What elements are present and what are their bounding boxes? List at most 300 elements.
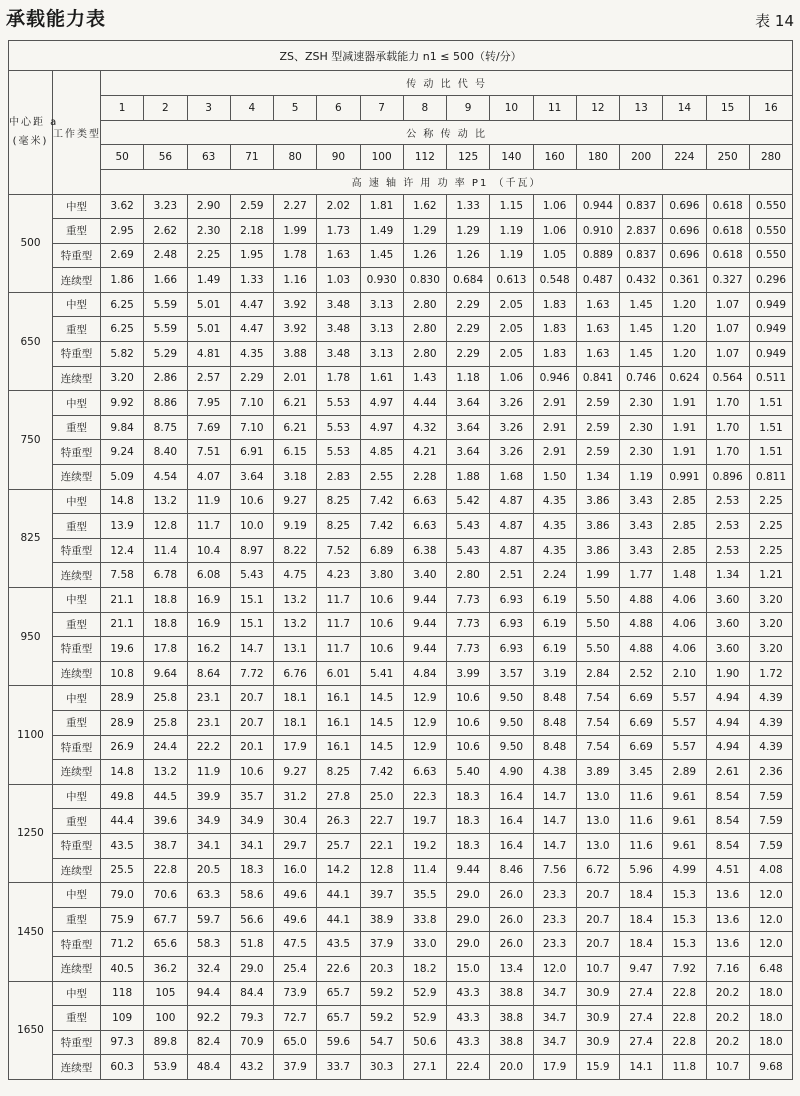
power-value-cell: 0.618 xyxy=(706,194,749,219)
work-type-cell: 中型 xyxy=(53,194,101,219)
power-value-cell: 1.51 xyxy=(749,391,792,416)
power-value-cell: 14.2 xyxy=(317,858,360,883)
power-value-cell: 6.19 xyxy=(533,588,576,613)
power-value-cell: 12.8 xyxy=(144,514,187,539)
power-value-cell: 59.2 xyxy=(360,981,403,1006)
table-row xyxy=(9,833,793,858)
power-value-cell: 2.90 xyxy=(187,194,230,219)
table-row xyxy=(9,342,793,367)
power-value-cell: 1.45 xyxy=(620,342,663,367)
power-value-cell: 38.9 xyxy=(360,907,403,932)
power-value-cell: 3.20 xyxy=(749,612,792,637)
work-type-cell: 连续型 xyxy=(53,563,101,588)
power-value-cell: 2.48 xyxy=(144,243,187,268)
table-row xyxy=(9,1055,793,1080)
power-value-cell: 5.53 xyxy=(317,415,360,440)
power-value-cell: 33.8 xyxy=(403,907,446,932)
power-value-cell: 26.0 xyxy=(490,932,533,957)
power-value-cell: 16.2 xyxy=(187,637,230,662)
nominal-ratio-cell: 80 xyxy=(274,145,317,170)
power-value-cell: 6.93 xyxy=(490,588,533,613)
power-value-cell: 44.4 xyxy=(101,809,144,834)
power-value-cell: 18.3 xyxy=(447,809,490,834)
power-value-cell: 3.64 xyxy=(447,440,490,465)
ratio-code-cell: 9 xyxy=(447,95,490,120)
power-value-cell: 29.0 xyxy=(447,883,490,908)
power-value-cell: 60.3 xyxy=(101,1055,144,1080)
power-value-cell: 0.949 xyxy=(749,292,792,317)
nominal-ratio-cell: 71 xyxy=(230,145,273,170)
power-value-cell: 16.9 xyxy=(187,612,230,637)
table-row xyxy=(9,661,793,686)
center-distance-label: 中心距 a xyxy=(9,117,59,129)
nominal-ratio-cell: 250 xyxy=(706,145,749,170)
power-value-cell: 6.69 xyxy=(620,735,663,760)
power-value-cell: 6.63 xyxy=(403,760,446,785)
power-value-cell: 2.02 xyxy=(317,194,360,219)
power-value-cell: 8.48 xyxy=(533,686,576,711)
power-value-cell: 6.38 xyxy=(403,538,446,563)
power-value-cell: 4.88 xyxy=(620,612,663,637)
power-value-cell: 20.5 xyxy=(187,858,230,883)
power-value-cell: 2.24 xyxy=(533,563,576,588)
power-value-cell: 34.9 xyxy=(230,809,273,834)
power-value-cell: 4.87 xyxy=(490,489,533,514)
power-value-cell: 9.44 xyxy=(447,858,490,883)
power-value-cell: 3.20 xyxy=(101,366,144,391)
power-value-cell: 14.5 xyxy=(360,710,403,735)
power-value-cell: 1.91 xyxy=(663,391,706,416)
power-value-cell: 1.73 xyxy=(317,219,360,244)
power-value-cell: 11.6 xyxy=(620,833,663,858)
power-value-cell: 3.57 xyxy=(490,661,533,686)
power-value-cell: 54.7 xyxy=(360,1030,403,1055)
power-value-cell: 23.3 xyxy=(533,883,576,908)
power-value-cell: 1.34 xyxy=(706,563,749,588)
power-value-cell: 4.06 xyxy=(663,637,706,662)
power-value-cell: 1.45 xyxy=(620,317,663,342)
power-value-cell: 0.889 xyxy=(576,243,619,268)
power-value-cell: 1.07 xyxy=(706,292,749,317)
power-value-cell: 18.8 xyxy=(144,612,187,637)
power-value-cell: 13.0 xyxy=(576,833,619,858)
work-type-cell: 中型 xyxy=(53,883,101,908)
power-value-cell: 15.1 xyxy=(230,588,273,613)
power-value-cell: 105 xyxy=(144,981,187,1006)
power-value-cell: 29.0 xyxy=(230,956,273,981)
power-value-cell: 0.949 xyxy=(749,317,792,342)
center-distance-unit: (毫米) xyxy=(12,136,49,148)
power-value-cell: 39.6 xyxy=(144,809,187,834)
power-value-cell: 0.991 xyxy=(663,465,706,490)
table-row xyxy=(9,784,793,809)
power-value-cell: 59.2 xyxy=(360,1006,403,1031)
power-value-cell: 15.1 xyxy=(230,612,273,637)
power-value-cell: 2.91 xyxy=(533,440,576,465)
nominal-ratio-cell: 224 xyxy=(663,145,706,170)
power-value-cell: 16.4 xyxy=(490,809,533,834)
nominal-ratio-cell: 112 xyxy=(403,145,446,170)
power-value-cell: 1.63 xyxy=(317,243,360,268)
power-value-cell: 2.85 xyxy=(663,538,706,563)
power-value-cell: 3.86 xyxy=(576,538,619,563)
power-value-cell: 1.78 xyxy=(274,243,317,268)
power-value-cell: 12.8 xyxy=(360,858,403,883)
power-value-cell: 58.6 xyxy=(230,883,273,908)
table-row xyxy=(9,760,793,785)
table-row xyxy=(9,366,793,391)
power-value-cell: 27.8 xyxy=(317,784,360,809)
power-value-cell: 10.6 xyxy=(230,489,273,514)
power-value-cell: 4.39 xyxy=(749,735,792,760)
power-value-cell: 3.13 xyxy=(360,292,403,317)
power-value-cell: 4.35 xyxy=(533,538,576,563)
work-type-cell: 中型 xyxy=(53,292,101,317)
power-value-cell: 34.1 xyxy=(187,833,230,858)
power-value-cell: 2.57 xyxy=(187,366,230,391)
power-value-cell: 1.15 xyxy=(490,194,533,219)
table-row xyxy=(9,932,793,957)
power-value-cell: 1.19 xyxy=(490,243,533,268)
power-value-cell: 118 xyxy=(101,981,144,1006)
power-value-cell: 26.9 xyxy=(101,735,144,760)
power-value-cell: 8.25 xyxy=(317,514,360,539)
power-value-cell: 4.97 xyxy=(360,391,403,416)
power-value-cell: 2.85 xyxy=(663,514,706,539)
power-value-cell: 2.53 xyxy=(706,538,749,563)
power-value-cell: 3.60 xyxy=(706,612,749,637)
power-value-cell: 23.3 xyxy=(533,907,576,932)
power-value-cell: 15.0 xyxy=(447,956,490,981)
power-value-cell: 26.0 xyxy=(490,907,533,932)
power-value-cell: 24.4 xyxy=(144,735,187,760)
power-value-cell: 34.1 xyxy=(230,833,273,858)
power-value-cell: 9.61 xyxy=(663,784,706,809)
power-value-cell: 29.0 xyxy=(447,932,490,957)
power-value-cell: 16.1 xyxy=(317,735,360,760)
power-value-cell: 43.3 xyxy=(447,1006,490,1031)
power-value-cell: 18.1 xyxy=(274,710,317,735)
power-value-cell: 6.78 xyxy=(144,563,187,588)
power-value-cell: 75.9 xyxy=(101,907,144,932)
power-value-cell: 11.7 xyxy=(317,612,360,637)
power-value-cell: 70.9 xyxy=(230,1030,273,1055)
power-value-cell: 65.6 xyxy=(144,932,187,957)
power-value-cell: 3.88 xyxy=(274,342,317,367)
work-type-cell: 重型 xyxy=(53,219,101,244)
ratio-code-header: 传 动 比 代 号 xyxy=(101,71,793,96)
power-value-cell: 18.4 xyxy=(620,932,663,957)
power-value-cell: 1.51 xyxy=(749,440,792,465)
power-value-cell: 1.26 xyxy=(447,243,490,268)
power-value-cell: 1.07 xyxy=(706,317,749,342)
power-value-cell: 71.2 xyxy=(101,932,144,957)
power-value-cell: 8.46 xyxy=(490,858,533,883)
table-row xyxy=(9,883,793,908)
power-value-cell: 17.8 xyxy=(144,637,187,662)
power-value-cell: 37.9 xyxy=(274,1055,317,1080)
power-value-cell: 7.52 xyxy=(317,538,360,563)
power-value-cell: 35.5 xyxy=(403,883,446,908)
power-value-cell: 0.296 xyxy=(749,268,792,293)
power-value-cell: 20.3 xyxy=(360,956,403,981)
power-value-cell: 20.7 xyxy=(230,686,273,711)
center-distance-cell: 750 xyxy=(9,391,53,489)
power-value-cell: 1.99 xyxy=(576,563,619,588)
ratio-code-cell: 2 xyxy=(144,95,187,120)
table-row xyxy=(9,637,793,662)
power-value-cell: 25.8 xyxy=(144,686,187,711)
power-value-cell: 7.51 xyxy=(187,440,230,465)
power-value-cell: 31.2 xyxy=(274,784,317,809)
power-value-cell: 15.3 xyxy=(663,907,706,932)
power-value-cell: 6.63 xyxy=(403,514,446,539)
power-value-cell: 2.51 xyxy=(490,563,533,588)
power-value-cell: 0.550 xyxy=(749,194,792,219)
power-value-cell: 4.06 xyxy=(663,588,706,613)
power-value-cell: 79.3 xyxy=(230,1006,273,1031)
power-value-cell: 5.01 xyxy=(187,292,230,317)
power-value-cell: 59.6 xyxy=(317,1030,360,1055)
power-value-cell: 13.6 xyxy=(706,907,749,932)
power-value-cell: 2.52 xyxy=(620,661,663,686)
power-value-cell: 2.80 xyxy=(403,292,446,317)
power-value-cell: 58.3 xyxy=(187,932,230,957)
power-value-cell: 94.4 xyxy=(187,981,230,1006)
power-value-cell: 3.26 xyxy=(490,415,533,440)
work-type-cell: 中型 xyxy=(53,588,101,613)
power-value-cell: 6.48 xyxy=(749,956,792,981)
ratio-code-cell: 4 xyxy=(230,95,273,120)
power-value-cell: 3.89 xyxy=(576,760,619,785)
power-value-cell: 0.618 xyxy=(706,243,749,268)
power-value-cell: 8.54 xyxy=(706,809,749,834)
power-value-cell: 79.0 xyxy=(101,883,144,908)
ratio-code-cell: 1 xyxy=(101,95,144,120)
power-value-cell: 1.88 xyxy=(447,465,490,490)
power-value-cell: 3.64 xyxy=(447,391,490,416)
power-value-cell: 12.9 xyxy=(403,735,446,760)
power-value-cell: 17.9 xyxy=(274,735,317,760)
power-value-cell: 38.8 xyxy=(490,981,533,1006)
power-value-cell: 1.70 xyxy=(706,440,749,465)
power-value-cell: 21.1 xyxy=(101,612,144,637)
power-value-cell: 1.51 xyxy=(749,415,792,440)
power-value-cell: 43.3 xyxy=(447,1030,490,1055)
power-value-cell: 8.25 xyxy=(317,489,360,514)
power-value-cell: 10.6 xyxy=(360,612,403,637)
power-value-cell: 25.0 xyxy=(360,784,403,809)
power-value-cell: 48.4 xyxy=(187,1055,230,1080)
power-value-cell: 18.3 xyxy=(230,858,273,883)
power-value-cell: 25.7 xyxy=(317,833,360,858)
work-type-cell: 连续型 xyxy=(53,661,101,686)
power-value-cell: 4.06 xyxy=(663,612,706,637)
power-value-cell: 8.86 xyxy=(144,391,187,416)
power-value-cell: 8.25 xyxy=(317,760,360,785)
power-value-cell: 10.6 xyxy=(360,637,403,662)
power-value-cell: 10.0 xyxy=(230,514,273,539)
work-type-cell: 特重型 xyxy=(53,637,101,662)
power-value-cell: 5.43 xyxy=(447,538,490,563)
power-value-cell: 1.33 xyxy=(447,194,490,219)
power-value-cell: 5.57 xyxy=(663,735,706,760)
work-type-cell: 连续型 xyxy=(53,760,101,785)
power-value-cell: 1.29 xyxy=(447,219,490,244)
power-value-cell: 4.99 xyxy=(663,858,706,883)
power-value-cell: 13.4 xyxy=(490,956,533,981)
power-value-cell: 70.6 xyxy=(144,883,187,908)
power-value-cell: 1.19 xyxy=(490,219,533,244)
power-value-cell: 1.63 xyxy=(576,292,619,317)
table-row xyxy=(9,710,793,735)
power-value-cell: 7.59 xyxy=(749,833,792,858)
power-value-cell: 109 xyxy=(101,1006,144,1031)
power-value-cell: 12.9 xyxy=(403,710,446,735)
power-value-cell: 28.9 xyxy=(101,686,144,711)
power-value-cell: 22.8 xyxy=(663,1006,706,1031)
power-value-cell: 25.4 xyxy=(274,956,317,981)
work-type-cell: 特重型 xyxy=(53,440,101,465)
power-value-cell: 49.6 xyxy=(274,907,317,932)
power-value-cell: 40.5 xyxy=(101,956,144,981)
work-type-cell: 特重型 xyxy=(53,932,101,957)
power-value-cell: 0.684 xyxy=(447,268,490,293)
power-value-cell: 4.47 xyxy=(230,317,273,342)
power-value-cell: 14.8 xyxy=(101,760,144,785)
power-value-cell: 26.3 xyxy=(317,809,360,834)
power-value-cell: 30.3 xyxy=(360,1055,403,1080)
table-caption: ZS、ZSH 型减速器承载能力 n1 ≤ 500（转/分） xyxy=(9,41,793,71)
center-distance-cell: 500 xyxy=(9,194,53,292)
power-value-cell: 43.3 xyxy=(447,981,490,1006)
power-value-cell: 1.03 xyxy=(317,268,360,293)
power-value-cell: 3.18 xyxy=(274,465,317,490)
power-value-cell: 4.08 xyxy=(749,858,792,883)
power-value-cell: 44.5 xyxy=(144,784,187,809)
power-value-cell: 5.43 xyxy=(230,563,273,588)
power-value-cell: 26.0 xyxy=(490,883,533,908)
power-value-cell: 6.21 xyxy=(274,415,317,440)
table-row xyxy=(9,686,793,711)
power-value-cell: 10.6 xyxy=(230,760,273,785)
power-value-cell: 13.9 xyxy=(101,514,144,539)
power-value-cell: 18.0 xyxy=(749,981,792,1006)
power-value-cell: 16.4 xyxy=(490,833,533,858)
power-value-cell: 7.69 xyxy=(187,415,230,440)
power-value-cell: 11.7 xyxy=(187,514,230,539)
power-value-cell: 6.76 xyxy=(274,661,317,686)
power-value-cell: 34.7 xyxy=(533,981,576,1006)
power-value-cell: 1.72 xyxy=(749,661,792,686)
power-value-cell: 0.696 xyxy=(663,194,706,219)
power-value-cell: 12.0 xyxy=(749,883,792,908)
power-value-cell: 20.2 xyxy=(706,1030,749,1055)
power-value-cell: 39.7 xyxy=(360,883,403,908)
power-value-cell: 4.07 xyxy=(187,465,230,490)
power-value-cell: 0.811 xyxy=(749,465,792,490)
power-value-cell: 1.26 xyxy=(403,243,446,268)
power-value-cell: 100 xyxy=(144,1006,187,1031)
power-value-cell: 30.9 xyxy=(576,1030,619,1055)
power-value-cell: 8.22 xyxy=(274,538,317,563)
power-value-cell: 13.2 xyxy=(144,489,187,514)
power-value-cell: 1.20 xyxy=(663,292,706,317)
power-value-cell: 9.61 xyxy=(663,833,706,858)
capacity-table-body xyxy=(9,41,793,1080)
power-value-cell: 1.83 xyxy=(533,292,576,317)
power-value-cell: 8.54 xyxy=(706,784,749,809)
power-value-cell: 1.45 xyxy=(620,292,663,317)
power-value-cell: 4.39 xyxy=(749,686,792,711)
power-value-cell: 0.746 xyxy=(620,366,663,391)
work-type-cell: 特重型 xyxy=(53,1030,101,1055)
power-value-cell: 20.7 xyxy=(576,883,619,908)
power-value-cell: 1.83 xyxy=(533,317,576,342)
power-value-cell: 92.2 xyxy=(187,1006,230,1031)
power-value-cell: 59.7 xyxy=(187,907,230,932)
table-row xyxy=(9,956,793,981)
table-row xyxy=(9,317,793,342)
work-type-cell: 中型 xyxy=(53,981,101,1006)
power-value-cell: 1.49 xyxy=(360,219,403,244)
power-value-cell: 4.90 xyxy=(490,760,533,785)
power-value-cell: 5.09 xyxy=(101,465,144,490)
table-row xyxy=(9,1030,793,1055)
table-row xyxy=(9,538,793,563)
nominal-ratio-header: 公 称 传 动 比 xyxy=(101,120,793,145)
power-value-cell: 1.45 xyxy=(360,243,403,268)
power-value-cell: 3.60 xyxy=(706,588,749,613)
power-value-cell: 36.2 xyxy=(144,956,187,981)
power-value-cell: 43.5 xyxy=(317,932,360,957)
power-value-cell: 73.9 xyxy=(274,981,317,1006)
power-value-cell: 2.83 xyxy=(317,465,360,490)
power-value-cell: 11.9 xyxy=(187,489,230,514)
power-value-cell: 9.24 xyxy=(101,440,144,465)
power-value-cell: 2.30 xyxy=(620,391,663,416)
power-value-cell: 8.75 xyxy=(144,415,187,440)
power-value-cell: 2.05 xyxy=(490,317,533,342)
nominal-ratio-cell: 56 xyxy=(144,145,187,170)
table-row xyxy=(9,858,793,883)
power-value-cell: 1.07 xyxy=(706,342,749,367)
power-value-cell: 49.8 xyxy=(101,784,144,809)
power-value-cell: 1.66 xyxy=(144,268,187,293)
power-value-cell: 0.696 xyxy=(663,243,706,268)
work-type-header: 工作类型 xyxy=(53,71,101,195)
power-value-cell: 97.3 xyxy=(101,1030,144,1055)
power-value-cell: 9.50 xyxy=(490,710,533,735)
power-value-cell: 33.0 xyxy=(403,932,446,957)
power-value-cell: 12.4 xyxy=(101,538,144,563)
power-value-cell: 4.51 xyxy=(706,858,749,883)
power-value-cell: 10.6 xyxy=(360,588,403,613)
power-value-cell: 16.4 xyxy=(490,784,533,809)
power-value-cell: 23.3 xyxy=(533,932,576,957)
power-value-cell: 29.7 xyxy=(274,833,317,858)
power-value-cell: 2.86 xyxy=(144,366,187,391)
power-value-cell: 6.63 xyxy=(403,489,446,514)
power-value-cell: 7.92 xyxy=(663,956,706,981)
power-value-cell: 22.8 xyxy=(663,1030,706,1055)
power-value-cell: 5.82 xyxy=(101,342,144,367)
power-value-cell: 0.946 xyxy=(533,366,576,391)
power-value-cell: 1.29 xyxy=(403,219,446,244)
power-value-cell: 7.10 xyxy=(230,391,273,416)
power-value-cell: 3.26 xyxy=(490,391,533,416)
power-value-cell: 7.59 xyxy=(749,809,792,834)
